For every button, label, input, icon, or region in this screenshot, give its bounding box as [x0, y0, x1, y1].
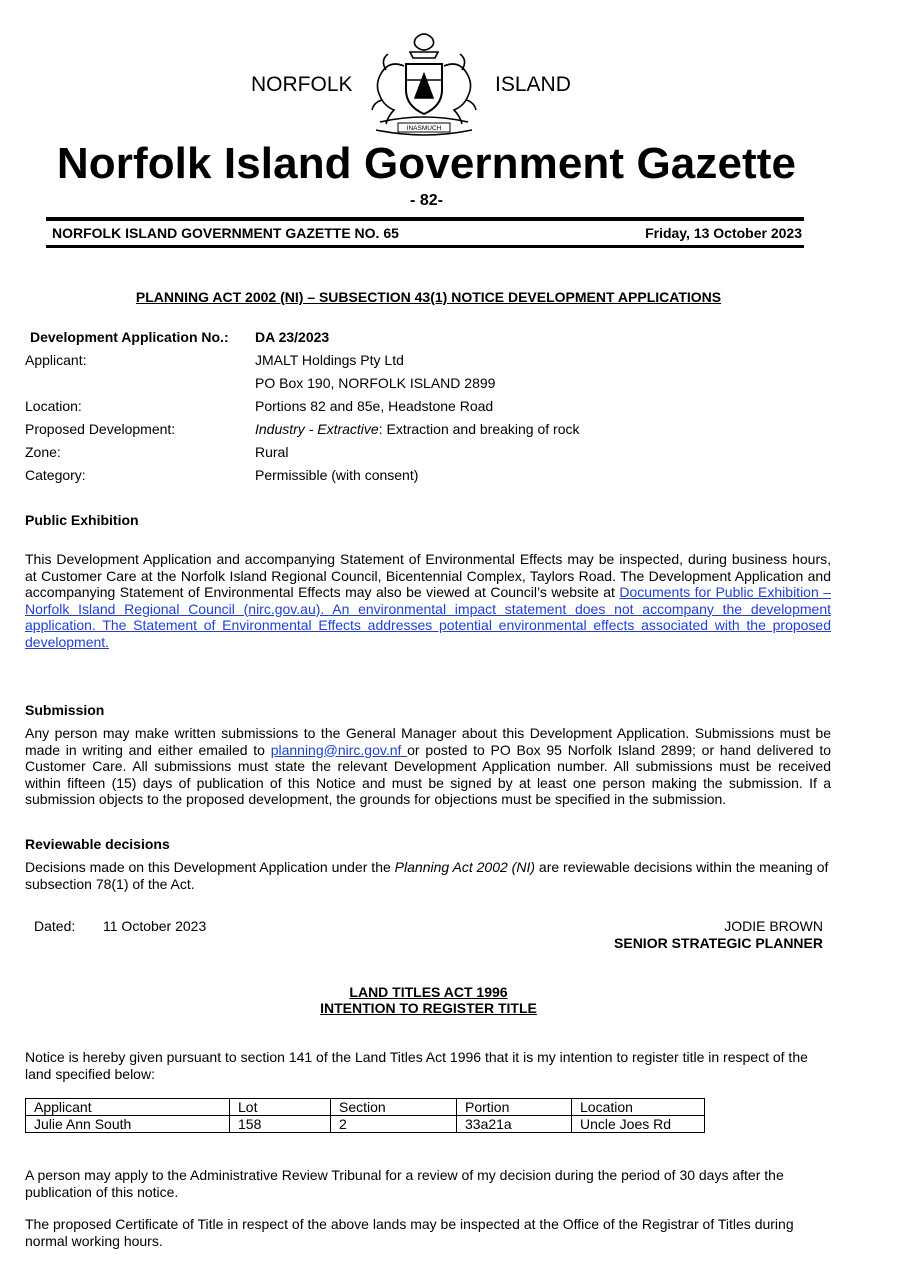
submission-paragraph: [25, 725, 831, 808]
field-value-da-number: DA 23/2023: [255, 329, 330, 345]
submission-heading: Submission: [25, 702, 105, 718]
land-titles-table: [25, 1098, 705, 1133]
issue-date: Friday, 13 October 2023: [645, 225, 802, 241]
land-titles-heading-1: LAND TITLES ACT 1996: [349, 984, 508, 1000]
table-row: [26, 1116, 705, 1133]
table-header-section: Section: [331, 1099, 457, 1116]
field-value-zone: Rural: [255, 444, 289, 460]
land-titles-inspection-text: The proposed Certificate of Title in respect of the above lands may be inspected at the Office of the Registrar of Titles during normal working hours.: [25, 1216, 794, 1249]
land-titles-heading-2: INTENTION TO REGISTER TITLE: [320, 1000, 537, 1016]
field-label-proposed-development: Proposed Development:: [25, 421, 176, 437]
reviewable-text-1: Decisions made on this Development Application under the: [25, 859, 395, 875]
field-label-da-number: Development Application No.:: [30, 329, 229, 345]
field-value-proposed-development: [255, 421, 579, 437]
table-cell-location: Uncle Joes Rd: [572, 1116, 705, 1133]
public-exhibition-link[interactable]: Documents for Public Exhibition – Norfolk Island Regional Council (nirc.gov.au). An environmental impact statement does not accompany the development application. The Statement of Environmental Effects addresses potential environmental effects associated with the proposed development.: [25, 584, 832, 650]
signatory-name: JODIE BROWN: [724, 918, 823, 934]
table-cell-lot: 158: [230, 1116, 331, 1133]
public-exhibition-heading: Public Exhibition: [25, 512, 139, 528]
planning-notice-heading: PLANNING ACT 2002 (NI) – SUBSECTION 43(1) NOTICE DEVELOPMENT APPLICATIONS: [135, 289, 722, 305]
table-header-applicant: Applicant: [26, 1099, 230, 1116]
submission-email-link[interactable]: planning@nirc.gov.nf: [270, 741, 408, 758]
reviewable-text-2: are reviewable decisions within the meaning of subsection 78(1) of the Act.: [25, 859, 829, 892]
land-titles-review-text: A person may apply to the Administrative Review Tribunal for a review of my decision during the period of 30 days after the publication of this notice.: [25, 1167, 784, 1200]
masthead-norfolk: NORFOLK: [251, 73, 353, 96]
table-header-lot: Lot: [230, 1099, 331, 1116]
signatory-title: SENIOR STRATEGIC PLANNER: [614, 935, 823, 951]
table-header-location: Location: [572, 1099, 705, 1116]
field-value-location: Portions 82 and 85e, Headstone Road: [255, 398, 494, 414]
submission-text-1: Any person may make written submissions to the General Manager about this Development Application. Submissions must be made in writing and either emailed to: [25, 725, 831, 758]
table-cell-portion: 33a21a: [457, 1116, 572, 1133]
reviewable-heading: Reviewable decisions: [25, 836, 170, 852]
field-label-zone: Zone:: [25, 444, 61, 460]
top-rule: [46, 217, 804, 221]
gazette-title: Norfolk Island Government Gazette: [56, 139, 797, 188]
page-number: - 82-: [410, 192, 443, 209]
bottom-rule: [46, 245, 804, 248]
dated-label: Dated:: [34, 918, 76, 934]
table-header-row: [26, 1099, 705, 1116]
public-exhibition-paragraph: [25, 551, 831, 650]
field-value-applicant-address: PO Box 190, NORFOLK ISLAND 2899: [255, 375, 496, 391]
crest-motto: INASMUCH: [406, 125, 442, 132]
table-header-portion: Portion: [457, 1099, 572, 1116]
dated-value: 11 October 2023: [103, 918, 207, 934]
development-type: Industry - Extractive: [255, 421, 379, 437]
public-exhibition-text: This Development Application and accompanying Statement of Environmental Effects may be inspected, during business hours, at Customer Care at the Norfolk Island Regional Council, Bicentennial Complex, Taylors Road. The Development Application and accompanying Statement of Environmental Effects may also be viewed at Council’s website at: [25, 551, 831, 600]
field-label-category: Category:: [25, 467, 86, 483]
field-label-location: Location:: [25, 398, 82, 414]
development-description: : Extraction and breaking of rock: [378, 421, 580, 437]
table-cell-applicant: Julie Ann South: [26, 1116, 230, 1133]
reviewable-act-name: Planning Act 2002 (NI): [394, 859, 536, 875]
field-value-category: Permissible (with consent): [255, 467, 419, 483]
coat-of-arms-crest: [366, 30, 482, 138]
submission-text-2: or posted to PO Box 95 Norfolk Island 2899; or hand delivered to Customer Care. All submissions must state the relevant Development Application number. All submissions must be received within fifteen (15) days of publication of this Notice and must be signed by at least one person making the submission. If a submission objects to the proposed development, the grounds for objections must be specified in the submission.: [25, 741, 832, 807]
field-value-applicant: JMALT Holdings Pty Ltd: [255, 352, 404, 368]
masthead-island: ISLAND: [495, 73, 571, 96]
table-cell-section: 2: [331, 1116, 457, 1133]
land-titles-intro: Notice is hereby given pursuant to section 141 of the Land Titles Act 1996 that it is my intention to register title in respect of the land specified below:: [25, 1049, 808, 1082]
issue-line: [52, 225, 802, 241]
reviewable-paragraph: [25, 859, 831, 892]
field-label-applicant: Applicant:: [25, 352, 87, 368]
issue-label: NORFOLK ISLAND GOVERNMENT GAZETTE NO. 65: [52, 225, 399, 241]
